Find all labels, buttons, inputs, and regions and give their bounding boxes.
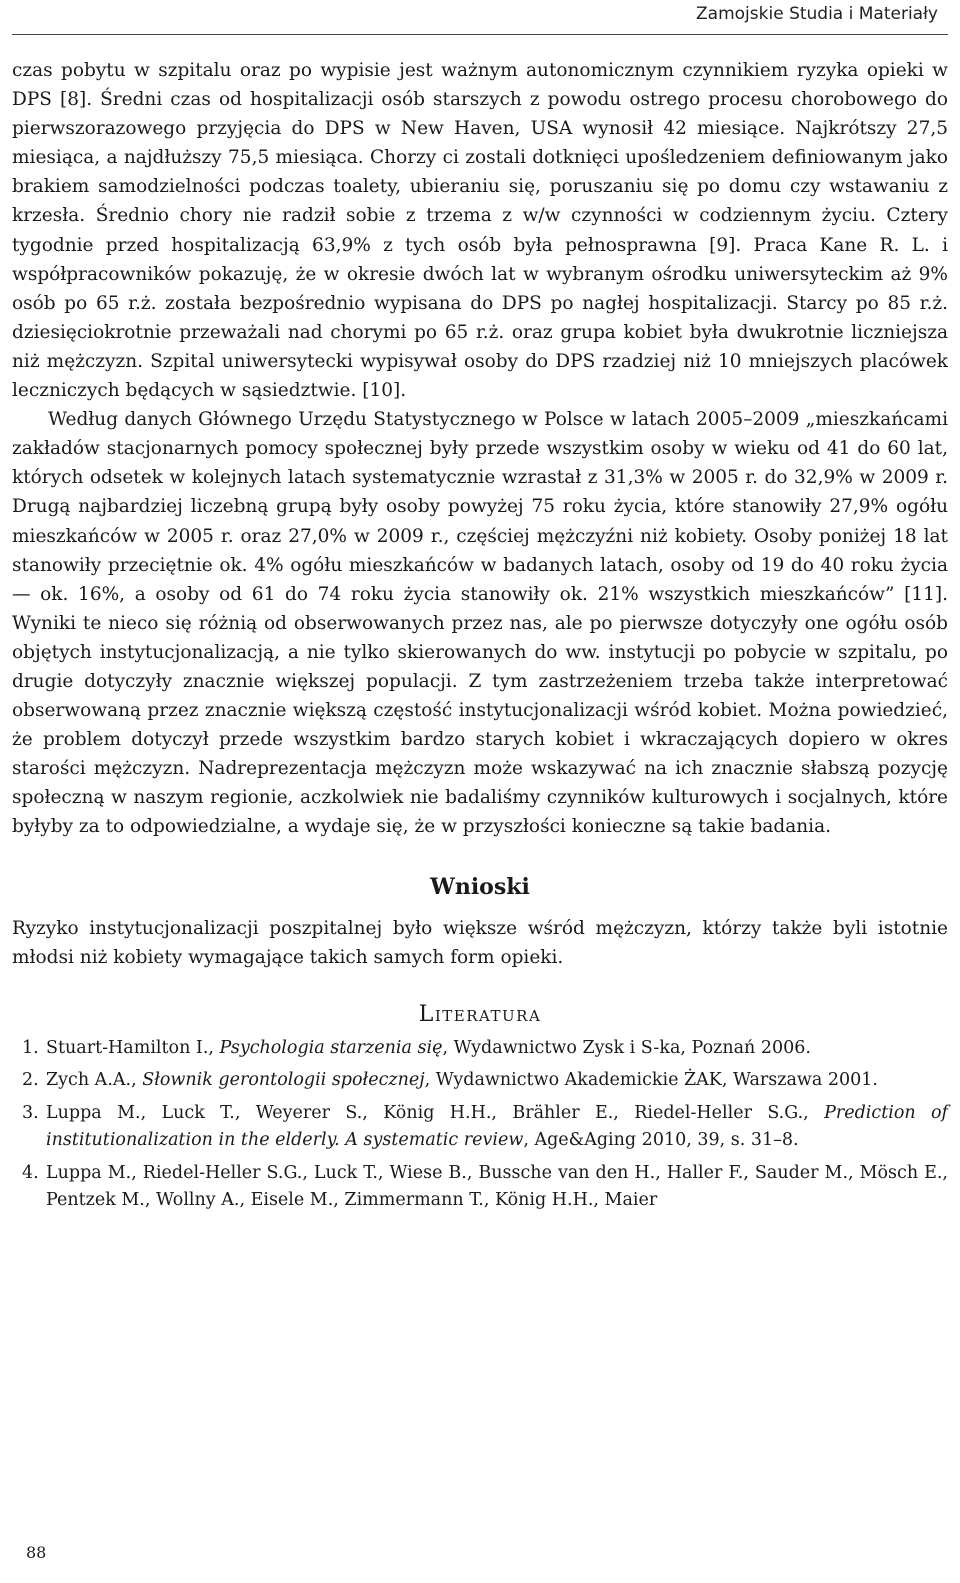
header-rule [12,34,948,35]
reference-publisher: , Wydawnictwo Zysk i S-ka, Poznań 2006. [442,1037,811,1058]
reference-title: Prediction of institutionalization in the elderly. A systematic review [46,1102,949,1151]
journal-title: Zamojskie Studia i Materiały [696,4,938,24]
conclusions-paragraph: Ryzyko instytucjonalizacji poszpitalnej było większe wśród mężczyzn, którzy także byli istotnie młodsi niż kobiety wymagające takich samych form opieki. [12,917,948,968]
reference-authors: Zych A.A., [46,1070,143,1091]
page-number: 88 [26,1543,47,1562]
reference-authors: Luppa M., Riedel-Heller S.G., Luck T., Wiese B., Bussche van den H., Haller F., Sauder M., Mösch E., Pentzek M., Wollny A., Eisele M., Zimmermann T., König H.H., Maier [46,1162,948,1211]
reference-item [12,1035,948,1063]
page-content [12,56,948,1220]
bibliography-heading: Literatura [418,1001,542,1027]
reference-number: 3. [22,1102,39,1123]
reference-authors: Luppa M., Luck T., Weyerer S., König H.H., Brähler E., Riedel-Heller S.G., [46,1102,825,1123]
conclusions-heading: Wnioski [430,873,530,900]
reference-number: 1. [22,1037,39,1058]
reference-number: 4. [22,1162,39,1183]
reference-item [12,1067,948,1095]
body-paragraph-2: Według danych Głównego Urzędu Statystycznego w Polsce w latach 2005–2009 „mieszkańcami zakładów stacjonarnych pomocy społecznej były przede wszystkim osoby w wieku od 41 do 60 lat, których odsetek w kolejnych latach systematycznie wzrastał z 31,3% w 2005 r. do 32,9% w 2009 r. Drugą najbardziej liczebną grupą były osoby powyżej 75 roku życia, które stanowiły 27,9% ogółu mieszkańców w 2005 r. oraz 27,0% w 2009 r., częściej mężczyźni niż kobiety. Osoby poniżej 18 lat stanowiły przeciętnie ok. 4% ogółu mieszkańców w badanych latach, osoby od 19 do 40 roku życia — ok. 16%, a osoby od 61 do 74 roku życia stanowiły ok. 21% wszystkich mieszkańców” [11]. Wyniki te nieco się różnią od obserwowanych przez nas, ale po pierwsze dotyczyły one ogółu osób objętych instytucjonalizacją, a nie tylko skierowanych do ww. instytucji po pobycie w szpitalu, po drugie dotyczyły znacznie większej populacji. Z tym zastrzeżeniem trzeba także interpretować obserwowaną przez znacznie większą częstość instytucjonalizacji wśród kobiet. Można powiedzieć, że problem dotyczył przede wszystkim bardzo starych kobiet i wkraczających dopiero w okres starości mężczyzn. Nadreprezentacja mężczyzn może wskazywać na ich znacznie słabszą pozycję społeczną w naszym regionie, aczkolwiek nie badaliśmy czynników kulturowych i socjalnych, które byłyby za to odpowiedzialne, a wydaje się, że w przyszłości konieczne są takie badania. [12,409,948,838]
reference-authors: Stuart-Hamilton I., [46,1037,220,1058]
reference-item [12,1160,948,1215]
reference-publisher: , Wydawnictwo Akademickie ŻAK, Warszawa 2001. [424,1070,878,1091]
reference-publisher: , Age&Aging 2010, 39, s. 31–8. [523,1130,799,1151]
reference-title: Psychologia starzenia się [219,1037,443,1058]
reference-title: Słownik gerontologii społecznej [142,1070,425,1091]
reference-list [12,1035,948,1215]
reference-item [12,1100,948,1155]
reference-number: 2. [22,1070,39,1091]
body-paragraph-1: czas pobytu w szpitalu oraz po wypisie jest ważnym autonomicznym czynnikiem ryzyka opieki w DPS [8]. Średni czas od hospitalizacji osób starszych z powodu ostrego procesu chorobowego do pierwszorazowego przyjęcia do DPS w New Haven, USA wynosił 42 miesiące. Najkrótszy 27,5 miesiąca, a najdłuższy 75,5 miesiąca. Chorzy ci zostali dotknięci upośledzeniem definiowanym jako brakiem samodzielności podczas toalety, ubieraniu się, poruszaniu się po domu czy wstawaniu z krzesła. Średnio chory nie radził sobie z trzema z w/w czynności w codziennym życiu. Cztery tygodnie przed hospitalizacją 63,9% z tych osób była pełnosprawna [9]. Praca Kane R. L. i współpracowników pokazuję, że w okresie dwóch lat w wybranym ośrodku uniwersyteckim aż 9% osób po 65 r.ż. została bezpośrednio wypisana do DPS po nagłej hospitalizacji. Starcy po 85 r.ż. dziesięciokrotnie przeważali nad chorymi po 65 r.ż. oraz grupa kobiet była dwukrotnie liczniejsza niż mężczyzn. Szpital uniwersytecki wypisywał osoby do DPS rzadziej niż 10 mniejszych placówek leczniczych będących w sąsiedztwie. [10]. [12,60,948,402]
